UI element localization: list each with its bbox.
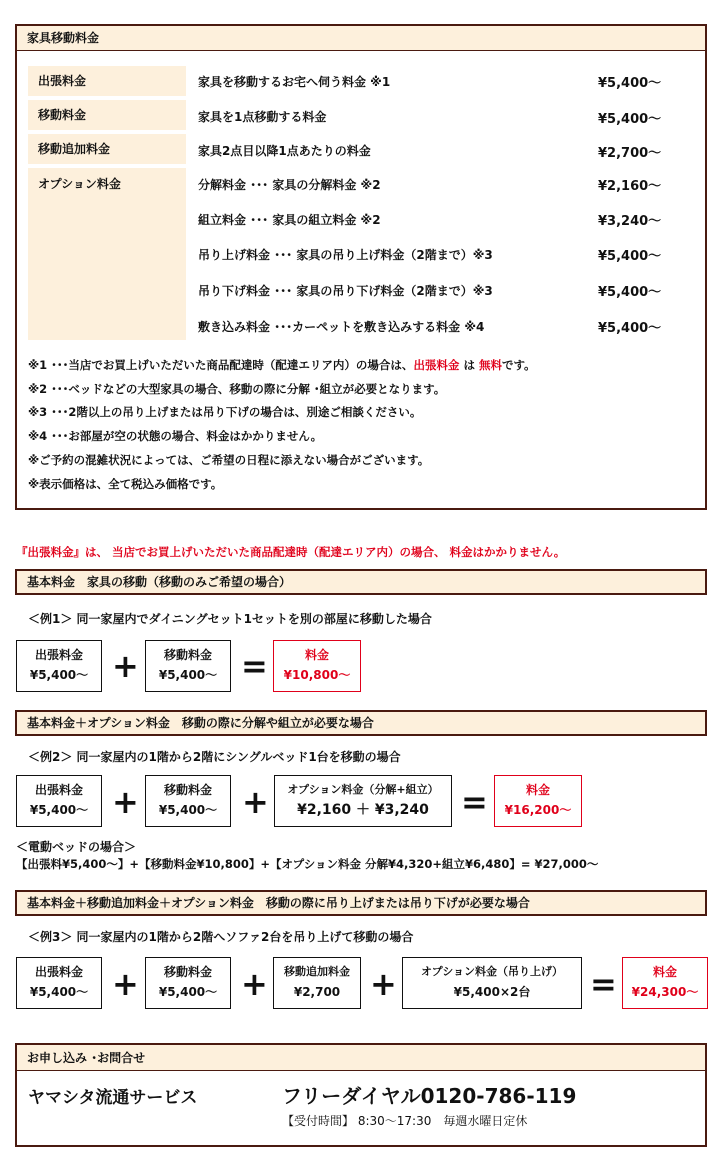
note-4: ※4 ･･･お部屋が空の状態の場合、料金はかかりません。 (28, 429, 323, 443)
label-option-fee: オプション料金 (28, 168, 186, 340)
row-price: ¥3,240〜 (598, 214, 662, 229)
row-price: ¥5,400〜 (598, 321, 662, 336)
note-1 (28, 357, 536, 373)
equals-sign: = (461, 783, 488, 821)
box-value: ¥10,800〜 (283, 668, 351, 682)
contact-header: お申し込み ･お問合せ (17, 1045, 705, 1071)
label-moving-fee: 移動料金 (28, 100, 186, 130)
box-value: ¥5,400〜 (29, 803, 89, 817)
plus-sign: + (112, 647, 139, 685)
box-label: 移動料金 (163, 783, 212, 797)
example-1-title: ＜例1＞ 同一家屋内でダイニングセット1セットを別の部屋に移動した場合 (28, 612, 432, 626)
option-fee-box (274, 775, 452, 827)
label-dispatch-fee: 出張料金 (28, 66, 186, 96)
company-name: ヤマシタ流通サービス (28, 1088, 198, 1108)
row-desc: 吊り上げ料金 ･･･ 家具の吊り上げ料金（2階まで）※3 (198, 248, 493, 262)
row-price: ¥5,400〜 (598, 112, 662, 127)
electric-bed-title: ＜電動ベッドの場合＞ (16, 840, 137, 854)
row-desc: 組立料金 ･･･ 家具の組立料金 ※2 (198, 213, 381, 227)
note-5: ※ご予約の混雑状況によっては、ご希望の日程に添えない場合がございます。 (28, 453, 430, 467)
row-desc: 吊り下げ料金 ･･･ 家具の吊り下げ料金（2階まで）※3 (198, 284, 493, 298)
row-desc: 家具を移動するお宅へ伺う料金 ※1 (198, 75, 391, 89)
section-header: 家具移動料金 (17, 26, 705, 51)
box-value: ¥5,400〜 (29, 668, 89, 682)
row-desc: 家具2点目以降1点あたりの料金 (198, 144, 371, 158)
box-value: ¥5,400×2台 (453, 985, 531, 999)
total-fee-box (273, 640, 361, 692)
moving-fee-box (145, 775, 231, 827)
note-2: ※2 ･･･ベッドなどの大型家具の場合、移動の際に分解 ･組立が必要となります。 (28, 382, 446, 396)
electric-bed-formula: 【出張料¥5,400〜】+【移動料金¥10,800】+【オプション料金 分解¥4,320+組立¥6,480】= ¥27,000〜 (16, 857, 599, 871)
row-price: ¥5,400〜 (598, 249, 662, 264)
box-label: オプション料金（分解+組立） (287, 783, 439, 796)
box-label: 出張料金 (34, 965, 83, 979)
row-price: ¥2,700〜 (598, 146, 662, 161)
total-fee-box (494, 775, 582, 827)
dispatch-fee-box (16, 957, 102, 1009)
dispatch-fee-box (16, 640, 102, 692)
box-value: ¥2,700 (293, 985, 341, 999)
option-fee-box (402, 957, 582, 1009)
note-1-text: は (459, 358, 479, 372)
example-3-header: 基本料金＋移動追加料金＋オプション料金 移動の際に吊り上げまたは吊り下げが必要な場合 (15, 890, 707, 916)
dispatch-fee-box (16, 775, 102, 827)
box-label: 料金 (525, 783, 550, 797)
note-1-free: 無料 (478, 358, 502, 372)
note-1-text: ※1 ･･･当店でお買上げいただいた商品配達時（配達エリア内）の場合は、 (28, 358, 414, 372)
example-2-header: 基本料金＋オプション料金 移動の際に分解や組立が必要な場合 (15, 710, 707, 736)
box-label: 料金 (652, 965, 677, 979)
plus-sign: + (242, 783, 269, 821)
business-hours: 【受付時間】 8:30〜17:30 毎週水曜日定休 (282, 1114, 528, 1128)
box-value: ¥16,200〜 (504, 803, 572, 817)
row-desc: 敷き込み料金 ･･･カーペットを敷き込みする料金 ※4 (198, 320, 485, 334)
row-price: ¥5,400〜 (598, 76, 662, 91)
example-1-header: 基本料金 家具の移動（移動のみご希望の場合） (15, 569, 707, 595)
total-fee-box (622, 957, 708, 1009)
box-value: ¥5,400〜 (158, 803, 218, 817)
box-value: ¥2,160 ＋ ¥3,240 (297, 802, 429, 818)
box-value: ¥5,400〜 (29, 985, 89, 999)
row-desc: 分解料金 ･･･ 家具の分解料金 ※2 (198, 178, 381, 192)
label-additional-fee: 移動追加料金 (28, 134, 186, 164)
note-1-highlight: 出張料金 (413, 358, 460, 372)
box-label: 料金 (304, 648, 329, 662)
box-value: ¥24,300〜 (631, 985, 699, 999)
box-label: 移動追加料金 (284, 965, 350, 978)
note-1-text: です。 (501, 358, 536, 372)
row-price: ¥5,400〜 (598, 285, 662, 300)
example-2-title: ＜例2＞ 同一家屋内の1階から2階にシングルベッド1台を移動の場合 (28, 750, 401, 764)
row-price: ¥2,160〜 (598, 179, 662, 194)
equals-sign: = (590, 965, 617, 1003)
additional-fee-box (273, 957, 361, 1009)
plus-sign: + (112, 965, 139, 1003)
row-desc: 家具を1点移動する料金 (198, 110, 327, 124)
moving-fee-box (145, 957, 231, 1009)
plus-sign: + (112, 783, 139, 821)
plus-sign: + (241, 965, 268, 1003)
box-label: オプション料金（吊り上げ） (420, 965, 563, 978)
equals-sign: = (241, 647, 268, 685)
moving-fee-box (145, 640, 231, 692)
box-label: 出張料金 (34, 648, 83, 662)
plus-sign: + (370, 965, 397, 1003)
box-label: 出張料金 (34, 783, 83, 797)
note-6: ※表示価格は、全て税込み価格です。 (28, 477, 223, 491)
free-dispatch-notice: 『出張料金』は、 当店でお買上げいただいた商品配達時（配達エリア内）の場合、 料金はかかりません。 (16, 545, 566, 559)
note-3: ※3 ･･･2階以上の吊り上げまたは吊り下げの場合は、別途ご相談ください。 (28, 405, 422, 419)
box-value: ¥5,400〜 (158, 985, 218, 999)
box-label: 移動料金 (163, 648, 212, 662)
phone-number[interactable]: フリーダイヤル0120-786-119 (282, 1084, 577, 1108)
box-label: 移動料金 (163, 965, 212, 979)
example-3-title: ＜例3＞ 同一家屋内の1階から2階へソファ2台を吊り上げて移動の場合 (28, 930, 414, 944)
box-value: ¥5,400〜 (158, 668, 218, 682)
